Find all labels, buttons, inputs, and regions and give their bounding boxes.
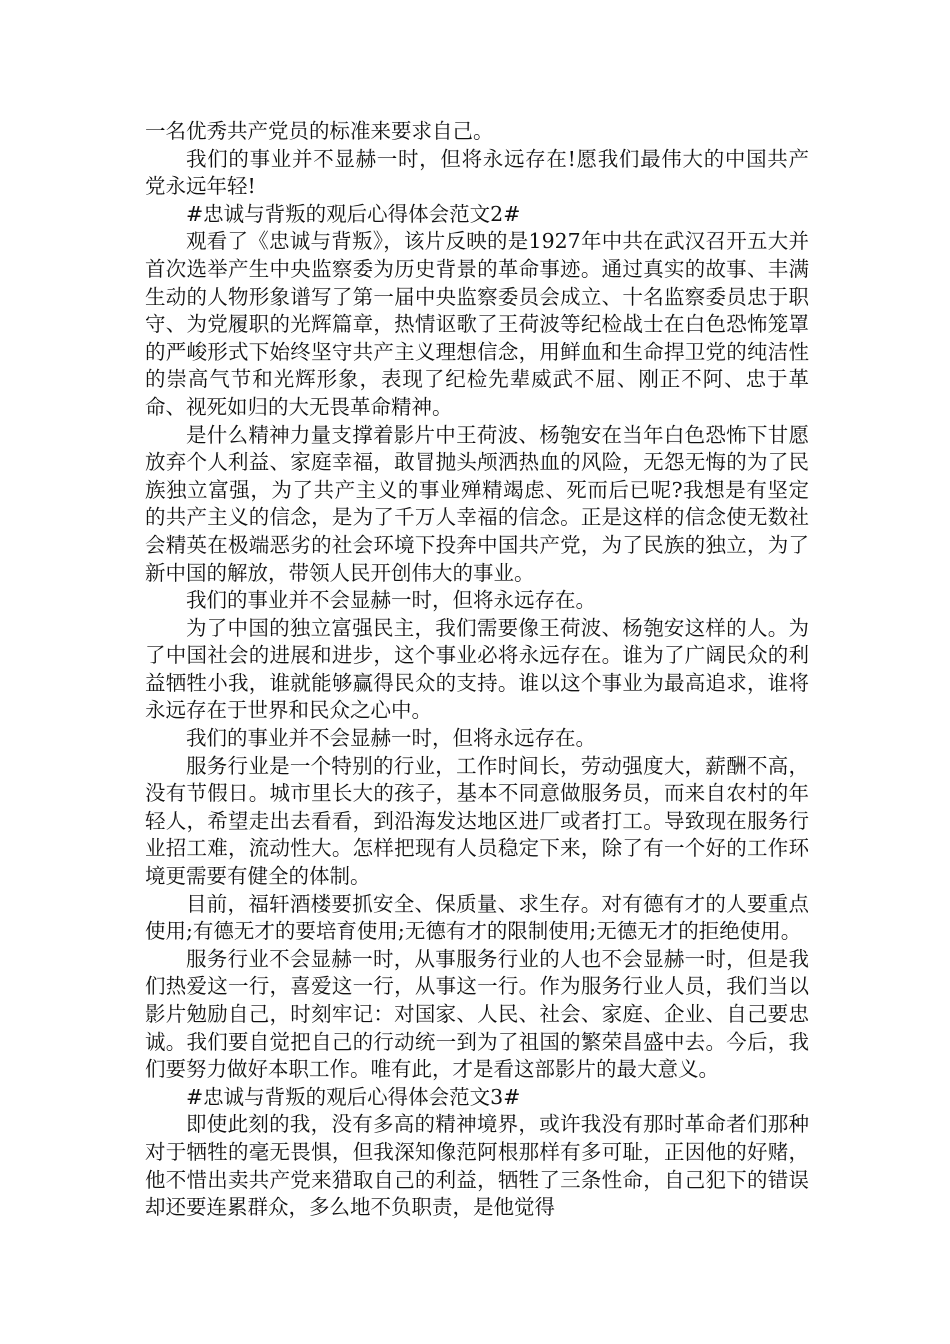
paragraph: 我们的事业并不显赫一时，但将永远存在!愿我们最伟大的中国共产党永远年轻! <box>145 146 809 199</box>
paragraph: 我们的事业并不会显赫一时，但将永远存在。 <box>186 588 596 613</box>
paragraph: 即使此刻的我，没有多高的精神境界，或许我没有那时革命者们那种对于牺牲的毫无畏惧，但我深知像范阿根那样有多可耻，正因他的好赌，他不惜出卖共产党来猎取自己的利益，牺牲了三条性命，自己犯下的错误却还要连累群众，多么地不负职责，是他觉得 <box>145 1112 809 1220</box>
section-heading: #忠诚与背叛的观后心得体会范文2# <box>186 201 521 226</box>
paragraph: 服务行业是一个特别的行业，工作时间长，劳动强度大，薪酬不高，没有节假日。城市里长大的孩子，基本不同意做服务员，而来自农村的年轻人，希望走出去看看，到沿海发达地区进厂或者打工。导致现在服务行业招工难，流动性大。怎样把现有人员稳定下来，除了有一个好的工作环境更需要有健全的体制。 <box>145 753 809 889</box>
document-body <box>145 118 809 1222</box>
paragraph: 为了中国的独立富强民主，我们需要像王荷波、杨匏安这样的人。为了中国社会的进展和进步，这个事业必将永远存在。谁为了广阔民众的利益牺牲小我，谁就能够赢得民众的支持。谁以这个事业为最高追求，谁将永远存在于世界和民众之心中。 <box>145 615 809 723</box>
paragraph: 观看了《忠诚与背叛》，该片反映的是1927年中共在武汉召开五大并首次选举产生中央监察委为历史背景的革命事迹。通过真实的故事、丰满生动的人物形象谱写了第一届中央监察委员会成立、十名监察委员忠于职守、为党履职的光辉篇章，热情讴歌了王荷波等纪检战士在白色恐怖笼罩的严峻形式下始终坚守共产主义理想信念，用鲜血和生命捍卫党的纯洁性的崇高气节和光辉形象，表现了纪检先辈威武不屈、刚正不阿、忠于革命、视死如归的大无畏革命精神。 <box>145 229 809 419</box>
paragraph: 服务行业不会显赫一时，从事服务行业的人也不会显赫一时，但是我们热爱这一行，喜爱这一行，从事这一行。作为服务行业人员，我们当以影片勉励自己，时刻牢记：对国家、人民、社会、家庭、企业、自己要忠诚。我们要自觉把自己的行动统一到为了祖国的繁荣昌盛中去。今后，我们要努力做好本职工作。唯有此，才是看这部影片的最大意义。 <box>145 946 809 1082</box>
section-heading: #忠诚与背叛的观后心得体会范文3# <box>186 1084 521 1109</box>
paragraph: 目前，福轩酒楼要抓安全、保质量、求生存。对有德有才的人要重点使用;有德无才的要培育使用;无德有才的限制使用;无德无才的拒绝使用。 <box>145 891 809 944</box>
paragraph: 是什么精神力量支撑着影片中王荷波、杨匏安在当年白色恐怖下甘愿放弃个人利益、家庭幸福，敢冒抛头颅洒热血的风险，无怨无悔的为了民族独立富强，为了共产主义的事业殚精竭虑、死而后已呢?我想是有坚定的共产主义的信念，是为了千万人幸福的信念。正是这样的信念使无数社会精英在极端恶劣的社会环境下投奔中国共产党，为了民族的独立，为了新中国的解放，带领人民开创伟大的事业。 <box>145 422 809 585</box>
paragraph: 我们的事业并不会显赫一时，但将永远存在。 <box>186 726 596 751</box>
paragraph: 一名优秀共产党员的标准来要求自己。 <box>145 119 494 143</box>
